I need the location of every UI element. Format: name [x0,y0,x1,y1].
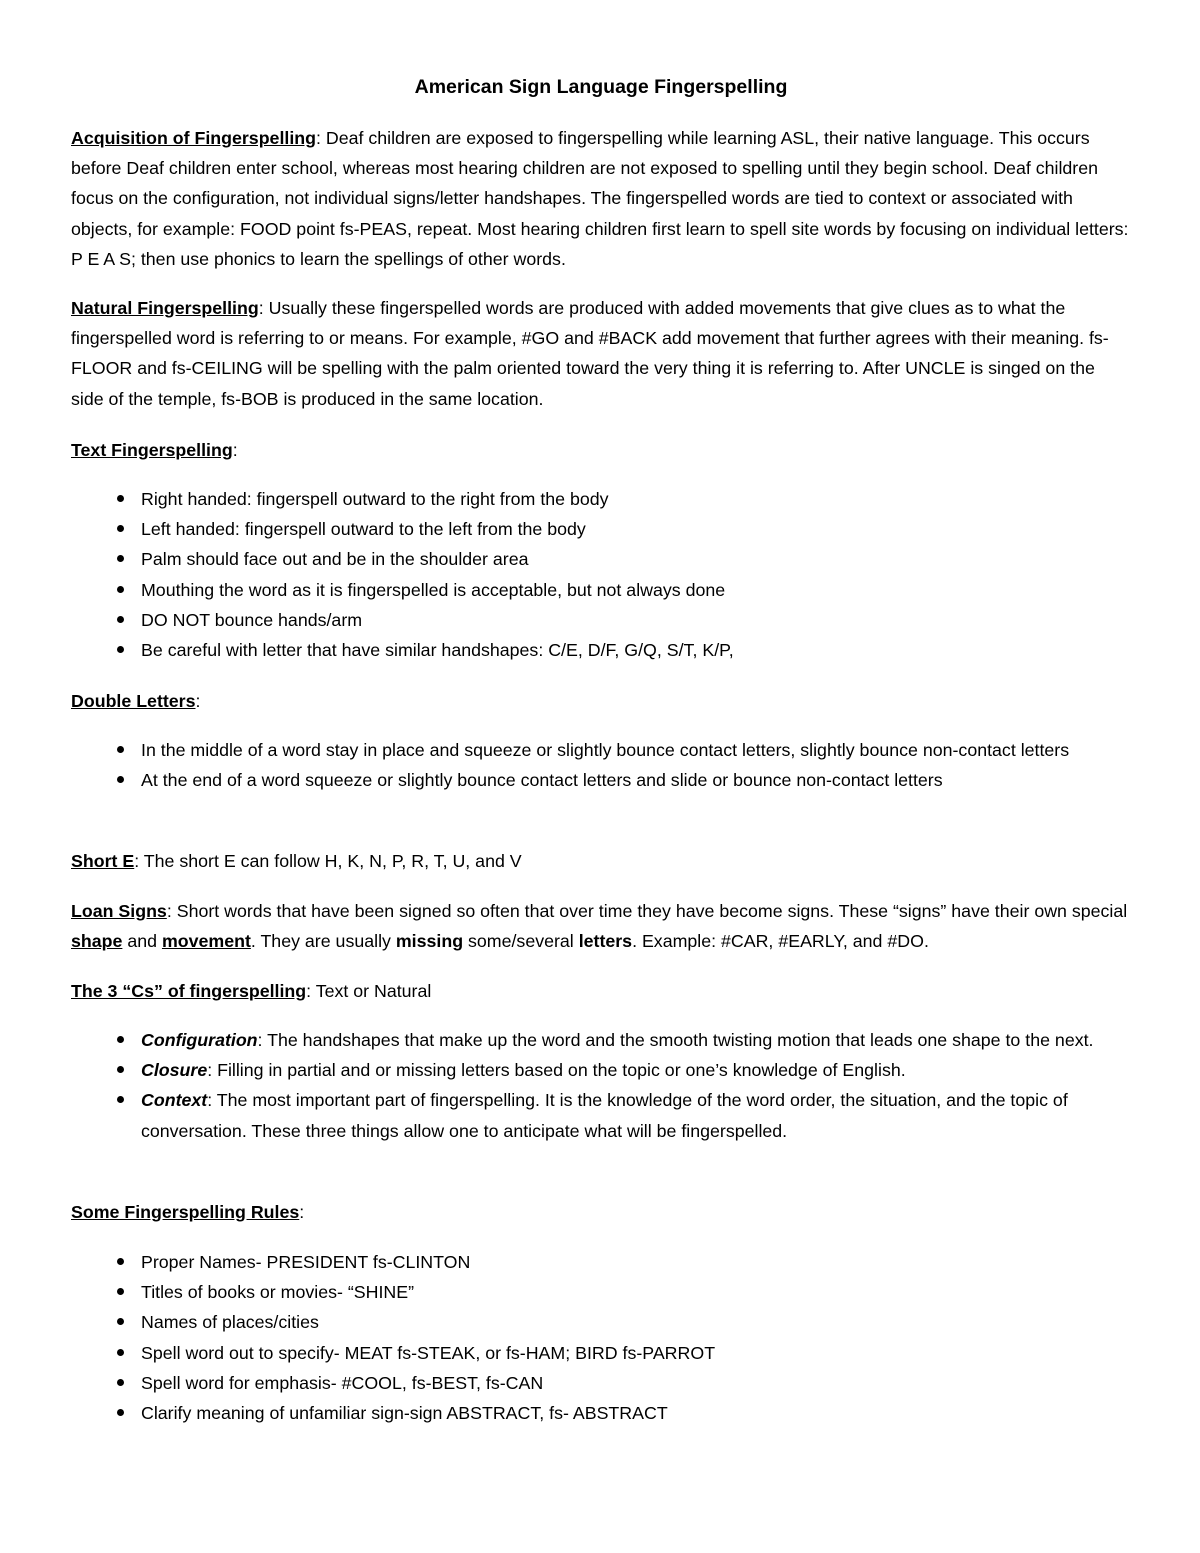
list-item: Spell word for emphasis- #COOL, fs-BEST, fs-CAN [71,1368,1129,1398]
list-item: Configuration: The handshapes that make up the word and the smooth twisting motion that leads one shape to the next. [71,1025,1129,1055]
rules-heading: Some Fingerspelling Rules [71,1202,300,1222]
list-item: Be careful with letter that have similar handshapes: C/E, D/F, G/Q, S/T, K/P, [71,635,1129,665]
bullet-icon [117,495,124,502]
bullet-icon [117,586,124,593]
list-item: Spell word out to specify- MEAT fs-STEAK, or fs-HAM; BIRD fs-PARROT [71,1338,1129,1368]
list-item: Left handed: fingerspell outward to the left from the body [71,514,1129,544]
list-item: Clarify meaning of unfamiliar sign-sign ABSTRACT, fs- ABSTRACT [71,1398,1129,1428]
bullet-icon [117,1096,124,1103]
loan-heading: Loan Signs [71,901,167,921]
short-e-heading: Short E [71,851,135,871]
list-item: Proper Names- PRESIDENT fs-CLINTON [71,1247,1129,1277]
acquisition-heading: Acquisition of Fingerspelling [71,128,316,148]
bullet-icon [117,746,124,753]
list-item: Titles of books or movies- “SHINE” [71,1277,1129,1307]
rules-list [71,1247,1129,1428]
list-item: Mouthing the word as it is fingerspelled is acceptable, but not always done [71,575,1129,605]
short-e-paragraph: Short E: The short E can follow H, K, N, P, R, T, U, and V [71,851,522,871]
three-cs-heading: The 3 “Cs” of fingerspelling [71,981,307,1001]
double-heading-line: Double Letters: [71,691,201,711]
bullet-icon [117,1036,124,1043]
bullet-icon [117,1288,124,1295]
bullet-icon [117,776,124,783]
bullet-icon [117,1066,124,1073]
three-cs-paragraph: The 3 “Cs” of fingerspelling: Text or Natural [71,981,432,1001]
natural-text: : Usually these fingerspelled words are produced with added movements that give clues as to what the fingerspelled word is referring to or means. For example, #GO and #BACK add movement that further agrees with their meaning. fs-FLOOR and fs-CEILING will be spelling with the palm oriented toward the very thing it is referring to. After UNCLE is singed on the side of the temple, fs-BOB is produced in the same location. [71,298,1109,409]
rules-heading-line: Some Fingerspelling Rules: [71,1202,305,1222]
text-fs-heading: Text Fingerspelling [71,440,233,460]
bullet-icon [117,1349,124,1356]
list-item: Palm should face out and be in the shoulder area [71,544,1129,574]
natural-paragraph [71,293,1129,414]
loan-paragraph: Loan Signs: Short words that have been signed so often that over time they have become signs. These “signs” have their own special shape and movement. They are usually missing some/several letters. Example: #CAR, #EARLY, and #DO. [71,901,1128,952]
list-item: In the middle of a word stay in place and squeeze or slightly bounce contact letters, slightly bounce non-contact letters [71,735,1129,765]
bullet-icon [117,555,124,562]
list-item: Context: The most important part of fingerspelling. It is the knowledge of the word order, the situation, and the topic of conversation. These three things allow one to anticipate what will be fingerspelled. [71,1085,1129,1145]
document-title: American Sign Language Fingerspelling [414,76,788,98]
bullet-icon [117,1258,124,1265]
text-fs-list [71,484,1129,665]
text-fs-heading-line: Text Fingerspelling: [71,440,238,460]
bullet-icon [117,1318,124,1325]
bullet-icon [117,1379,124,1386]
bullet-icon [117,1409,124,1416]
bullet-icon [117,616,124,623]
list-item: Closure: Filling in partial and or missing letters based on the topic or one’s knowledge of English. [71,1055,1129,1085]
list-item: At the end of a word squeeze or slightly bounce contact letters and slide or bounce non-contact letters [71,765,1129,795]
list-item: Names of places/cities [71,1307,1129,1337]
double-heading: Double Letters [71,691,196,711]
bullet-icon [117,525,124,532]
three-cs-list [71,1025,1129,1146]
acquisition-text: : Deaf children are exposed to fingerspelling while learning ASL, their native language. This occurs before Deaf children enter school, whereas most hearing children are not exposed to spelling until they begin school. Deaf children focus on the configuration, not individual signs/letter handshapes. The fingerspelled words are tied to context or associated with objects, for example: FOOD point fs-PEAS, repeat. Most hearing children first learn to spell site words by focusing on individual letters: P E A S; then use phonics to learn the spellings of other words. [71,128,1129,269]
double-list [71,735,1129,795]
natural-heading: Natural Fingerspelling [71,298,259,318]
list-item: DO NOT bounce hands/arm [71,605,1129,635]
acquisition-paragraph [71,123,1129,274]
bullet-icon [117,646,124,653]
list-item: Right handed: fingerspell outward to the right from the body [71,484,1129,514]
